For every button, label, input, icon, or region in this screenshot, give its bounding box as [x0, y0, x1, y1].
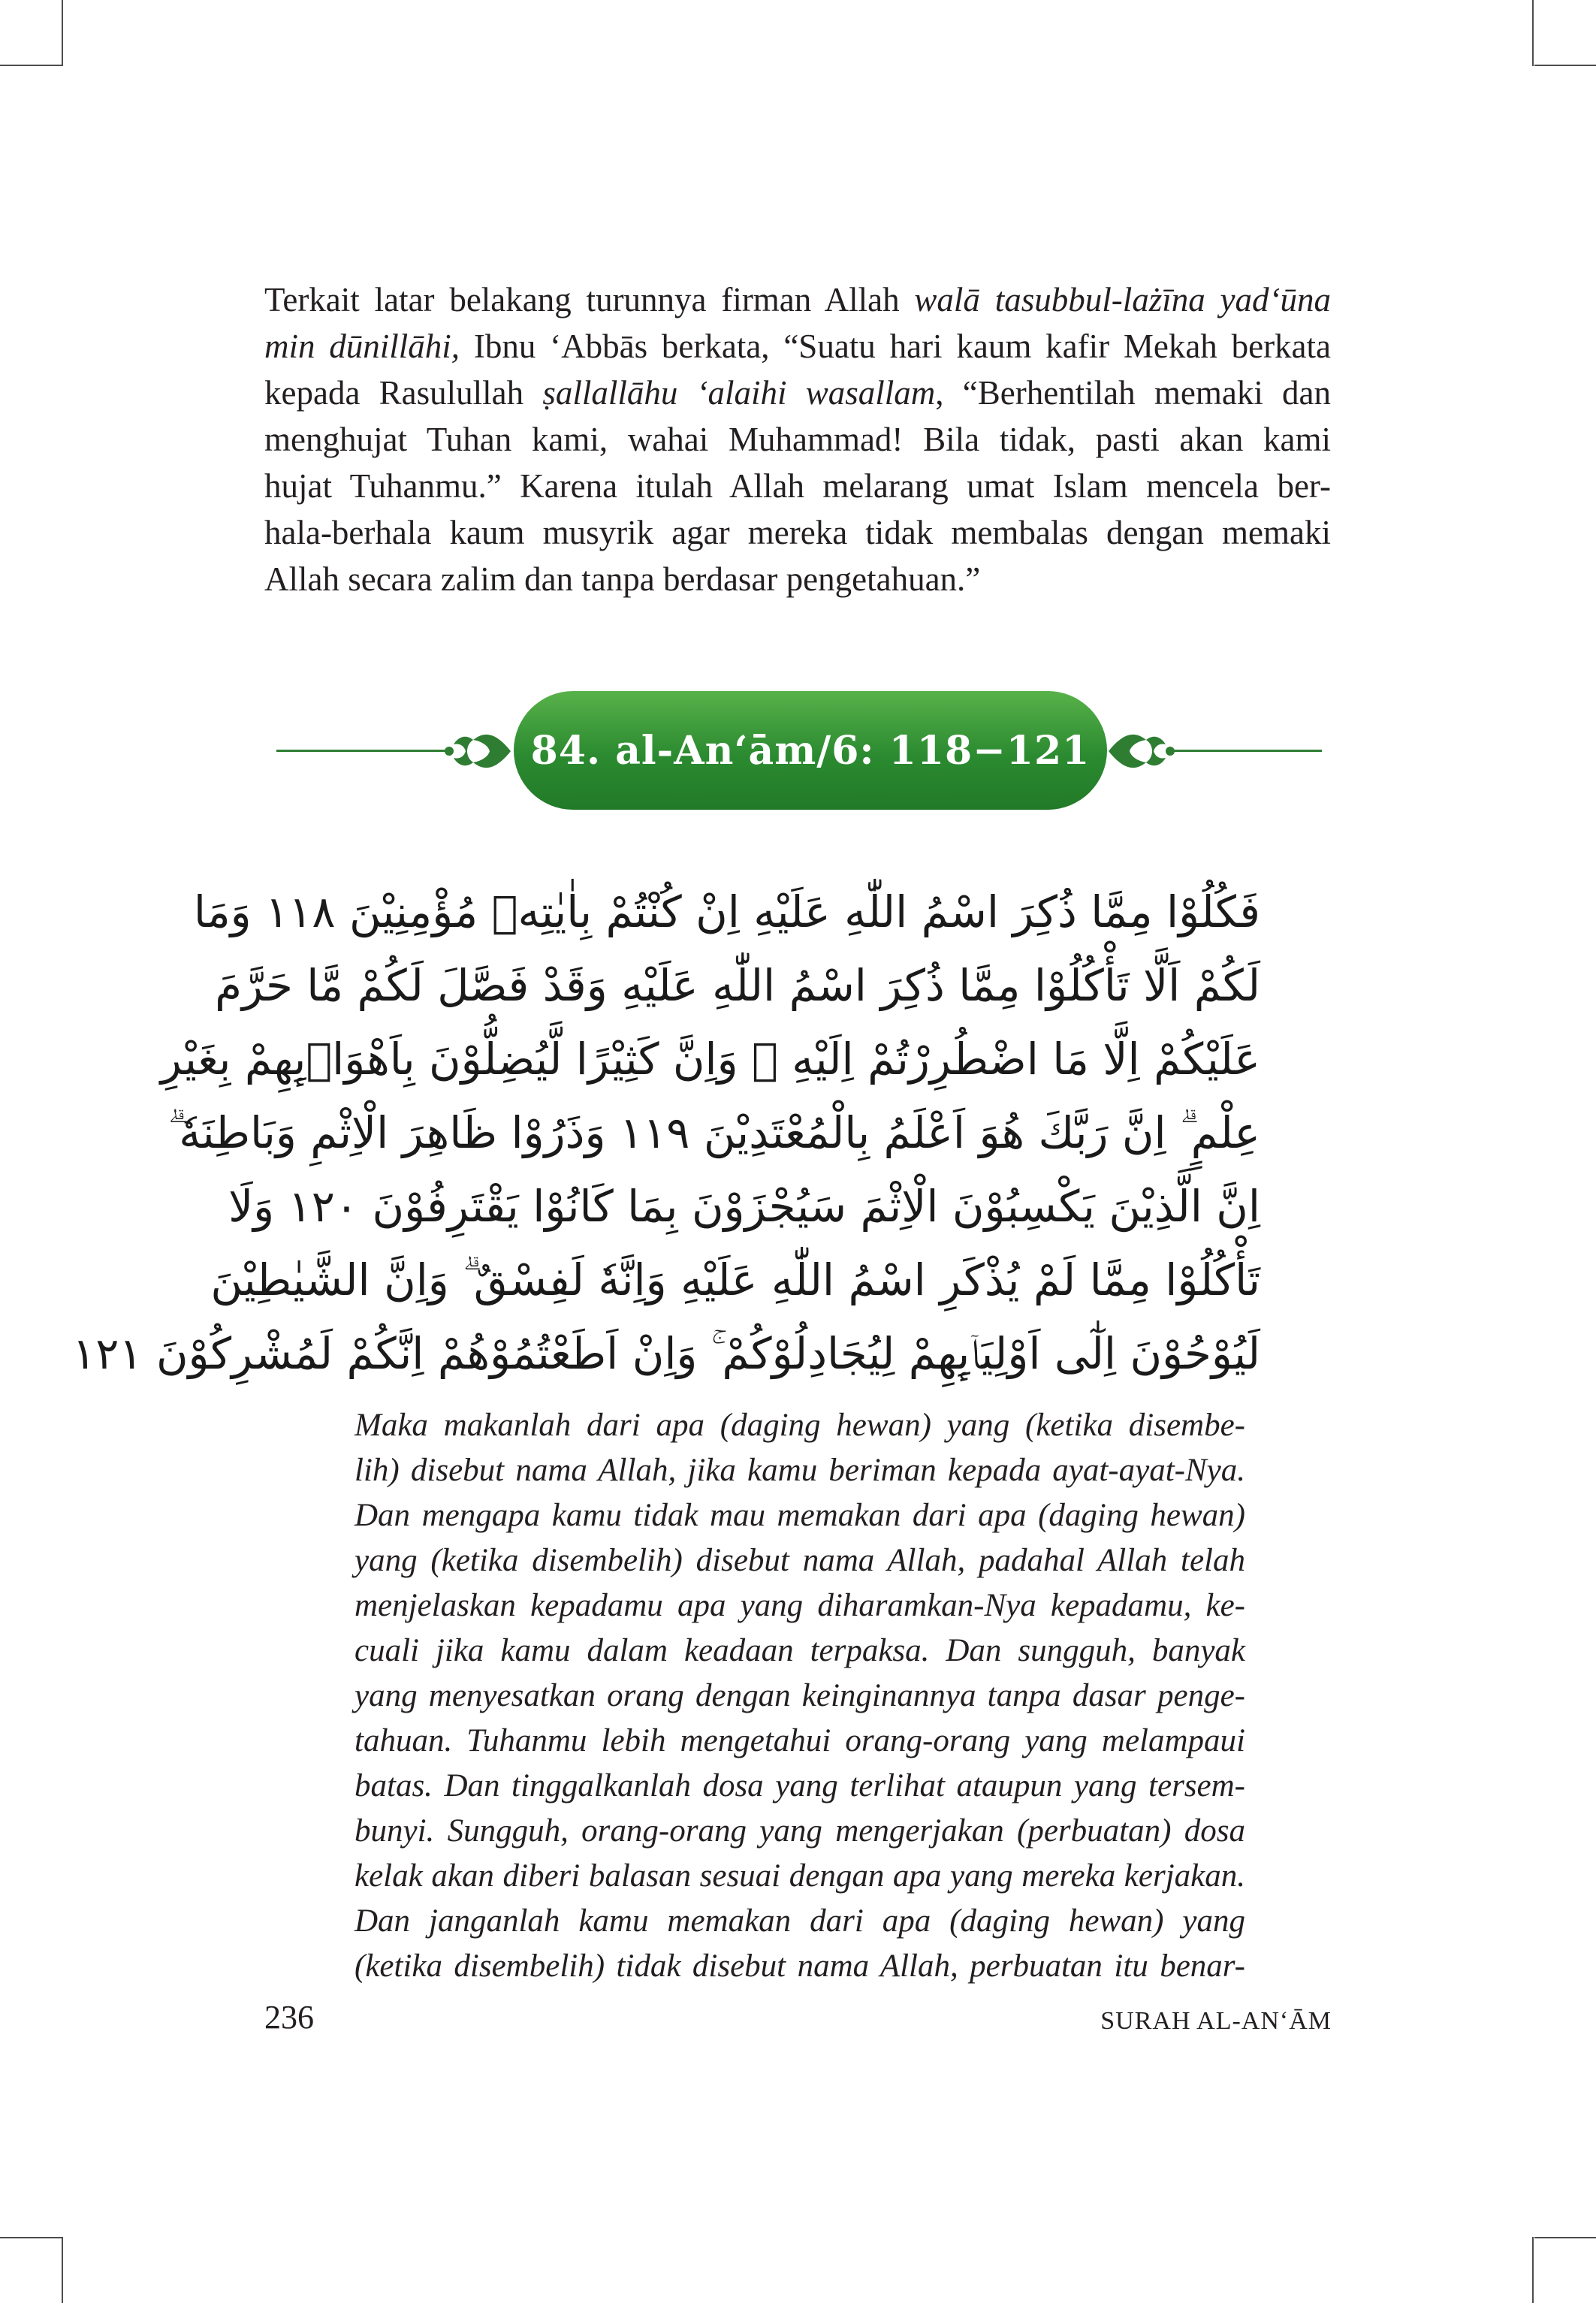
crop-mark: [1532, 0, 1534, 66]
running-title: SURAH AL-AN‘ĀM: [1100, 2007, 1332, 2035]
arabic-line: اِنَّ الَّذِيْنَ يَكْسِبُوْنَ الْاِثْمَ سَيُجْزَوْنَ بِمَا كَانُوْا يَقْتَرِفُوْنَ ١٢٠ وَلَا: [228, 1181, 1260, 1232]
crop-mark: [1534, 65, 1596, 66]
text-line: menghujat Tuhan kami, wahai Muhammad! Bila tidak, pasti akan kami: [264, 421, 1331, 458]
translation-line: Dan mengapa kamu tidak mau memakan dari apa (daging hewan): [354, 1498, 1245, 1533]
arabic-line: لَيُوْحُوْنَ اِلٰٓى اَوْلِيَاۤىِٕهِمْ لِيُجَادِلُوْكُمْ ۚ وَاِنْ اَطَعْتُمُوْهُمْ اِنَّكُمْ لَمُشْرِكُوْنَ ١٢١: [72, 1328, 1260, 1379]
translation-line: (ketika disembelih) tidak disebut nama Allah, perbuatan itu benar-: [354, 1948, 1245, 1984]
arabic-line: عِلْمٍ ۗ اِنَّ رَبَّكَ هُوَ اَعْلَمُ بِالْمُعْتَدِيْنَ ١١٩ وَذَرُوْا ظَاهِرَ الْاِثْمِ وَبَاطِنَهٗ ۗ: [167, 1107, 1260, 1158]
translation-line: yang menyesatkan orang dengan keinginannya tanpa dasar penge-: [354, 1678, 1245, 1713]
translation-line: yang (ketika disembelih) disebut nama Allah, padahal Allah telah: [354, 1543, 1245, 1578]
translation-line: batas. Dan tinggalkanlah dosa yang terlihat ataupun yang tersem-: [354, 1768, 1245, 1803]
text-line: Allah secara zalim dan tanpa berdasar pengetahuan.”: [264, 560, 981, 598]
text-line: hala-berhala kaum musyrik agar mereka tidak membalas dengan memaki: [264, 514, 1331, 551]
crop-mark: [0, 65, 62, 66]
translation-line: tahuan. Tuhanmu lebih mengetahui orang-orang yang melampaui: [354, 1723, 1245, 1758]
translation-line: kelak akan diberi balasan sesuai dengan apa yang mereka kerjakan.: [354, 1858, 1245, 1894]
translation-line: Maka makanlah dari apa (daging hewan) yang (ketika disembe-: [354, 1408, 1245, 1443]
section-header-banner: [514, 691, 1107, 810]
arabic-verses: [72, 875, 1260, 1390]
crop-mark: [62, 0, 63, 66]
header-rule-right: [1172, 750, 1322, 752]
arabic-line: تَأْكُلُوْا مِمَّا لَمْ يُذْكَرِ اسْمُ اللّٰهِ عَلَيْهِ وَاِنَّهٗ لَفِسْقٌ ۗ وَاِنَّ الشَّيٰطِيْنَ: [210, 1254, 1260, 1305]
page-number: 236: [264, 1999, 314, 2036]
header-rule-left: [276, 750, 449, 752]
translation-line: menjelaskan kepadamu apa yang diharamkan-Nya kepadamu, ke-: [354, 1588, 1245, 1623]
arabic-line: لَكُمْ اَلَّا تَأْكُلُوْا مِمَّا ذُكِرَ اسْمُ اللّٰهِ عَلَيْهِ وَقَدْ فَصَّلَ لَكُمْ مَّا حَرَّمَ: [215, 960, 1260, 1011]
crop-mark: [0, 2237, 62, 2238]
arabic-line: عَلَيْكُمْ اِلَّا مَا اضْطُرِرْتُمْ اِلَيْهِ ۗ وَاِنَّ كَثِيْرًا لَّيُضِلُّوْنَ بِاَهْوَاۤىِٕهِمْ بِغَيْرِ: [160, 1034, 1260, 1085]
translation-paragraph: [354, 1403, 1245, 1989]
translation-line: cuali jika kamu dalam keadaan terpaksa. Dan sungguh, banyak: [354, 1633, 1245, 1668]
text-line: Terkait latar belakang turunnya firman Allah walā tasubbul-lażīna yad‘ūna: [264, 281, 1331, 318]
crop-mark: [62, 2237, 63, 2303]
arabic-line: فَكُلُوْا مِمَّا ذُكِرَ اسْمُ اللّٰهِ عَلَيْهِ اِنْ كُنْتُمْ بِاٰيٰتِهٖ مُؤْمِنِيْنَ ١١٨ وَمَا: [193, 886, 1260, 937]
section-title: 84. al-An‘ām/6: 118−121: [530, 727, 1091, 774]
ornament-left-icon: [443, 717, 511, 785]
intro-paragraph: [264, 276, 1331, 602]
crop-mark: [1532, 2237, 1534, 2303]
translation-line: Dan janganlah kamu memakan dari apa (daging hewan) yang: [354, 1903, 1245, 1939]
text-line: kepada Rasulullah ṣallallāhu ‘alaihi wasallam, “Berhentilah memaki dan: [264, 374, 1332, 412]
translation-line: lih) disebut nama Allah, jika kamu beriman kepada ayat-ayat-Nya.: [354, 1453, 1245, 1488]
text-line: hujat Tuhanmu.” Karena itulah Allah melarang umat Islam mencela ber-: [264, 467, 1331, 505]
translation-line: bunyi. Sungguh, orang-orang yang mengerjakan (perbuatan) dosa: [354, 1813, 1245, 1849]
text-line: min dūnillāhi, Ibnu ‘Abbās berkata, “Suatu hari kaum kafir Mekah berkata: [264, 327, 1331, 365]
crop-mark: [1534, 2237, 1596, 2238]
ornament-right-icon: [1109, 717, 1176, 785]
